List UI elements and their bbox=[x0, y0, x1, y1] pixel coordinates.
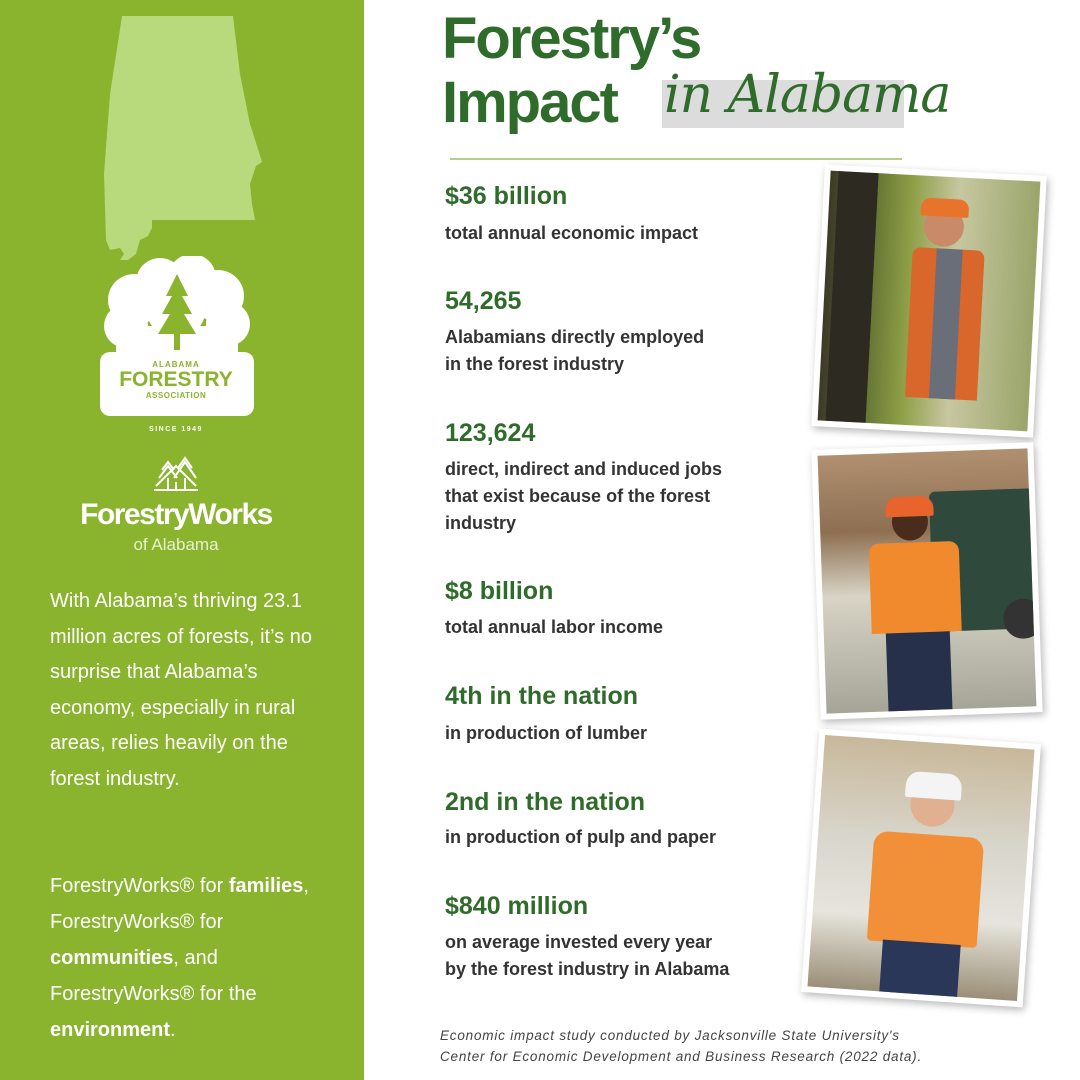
stat-value: 2nd in the nation bbox=[445, 788, 645, 816]
logo-line1: ALABAMA bbox=[152, 360, 200, 369]
stat-description: industry bbox=[445, 513, 517, 533]
photo-forester-with-tablet bbox=[811, 164, 1046, 437]
source-line: Economic impact study conducted by Jacksonville State University's bbox=[440, 1028, 900, 1043]
stat-value: $840 million bbox=[445, 892, 589, 920]
tagline-text: , and ForestryWorks® for the bbox=[50, 947, 257, 1005]
stat-description: total annual economic impact bbox=[445, 223, 699, 243]
stat-description: total annual labor income bbox=[445, 617, 664, 637]
alabama-forestry-association-logo bbox=[96, 256, 258, 440]
page-title-script: in Alabama bbox=[664, 65, 951, 125]
stat-description: on average invested every year bbox=[445, 932, 713, 952]
page-title-line2: Impact bbox=[442, 70, 617, 135]
tagline-text: , ForestryWorks® for bbox=[50, 875, 309, 933]
page-title-line1: Forestry’s bbox=[442, 6, 701, 71]
intro-paragraph: With Alabama’s thriving 23.1 million acres of forests, it’s no surprise that Alabama’s economy, especially in rural areas, relies heavily on the forest industry. bbox=[50, 590, 312, 790]
stat-value: 123,624 bbox=[445, 419, 536, 447]
stat-description: in production of lumber bbox=[445, 723, 647, 743]
left-panel bbox=[0, 0, 364, 1080]
logo-since: SINCE 1949 bbox=[149, 426, 203, 433]
logo-line3: ASSOCIATION bbox=[145, 391, 207, 400]
stat-description: Alabamians directly employed bbox=[445, 327, 705, 347]
title-divider bbox=[450, 158, 902, 160]
stat-description: in production of pulp and paper bbox=[445, 827, 716, 847]
source-note bbox=[440, 1025, 1060, 1067]
afa-logo-text bbox=[100, 352, 252, 412]
photo-logger-by-truck bbox=[811, 442, 1042, 720]
photo-mill-worker bbox=[801, 729, 1041, 1008]
tagline-bold-environment: environment bbox=[50, 1019, 171, 1041]
source-line: Center for Economic Development and Business Research (2022 data). bbox=[440, 1049, 923, 1064]
stat-description: that exist because of the forest bbox=[445, 486, 711, 506]
stat-description: by the forest industry in Alabama bbox=[445, 959, 730, 979]
forestryworks-wordmark: ForestryWorks bbox=[80, 498, 272, 531]
tagline-text: . bbox=[170, 1019, 176, 1041]
stat-value: 54,265 bbox=[445, 287, 522, 315]
tagline-text: ForestryWorks® for bbox=[50, 875, 229, 897]
stat-value: $8 billion bbox=[445, 577, 554, 605]
stat-value: 4th in the nation bbox=[445, 682, 639, 710]
tagline-bold-communities: communities bbox=[50, 947, 174, 969]
tagline-paragraph bbox=[50, 868, 340, 1048]
stat-description: in the forest industry bbox=[445, 354, 625, 374]
alabama-map-icon bbox=[100, 14, 270, 264]
forestryworks-trees-icon bbox=[152, 456, 200, 494]
logo-line2: FORESTRY bbox=[119, 368, 233, 391]
tagline-bold-families: families bbox=[228, 875, 304, 897]
forestryworks-subtitle: of Alabama bbox=[133, 535, 219, 554]
stat-value: $36 billion bbox=[445, 182, 568, 210]
stat-description: direct, indirect and induced jobs bbox=[445, 459, 723, 479]
